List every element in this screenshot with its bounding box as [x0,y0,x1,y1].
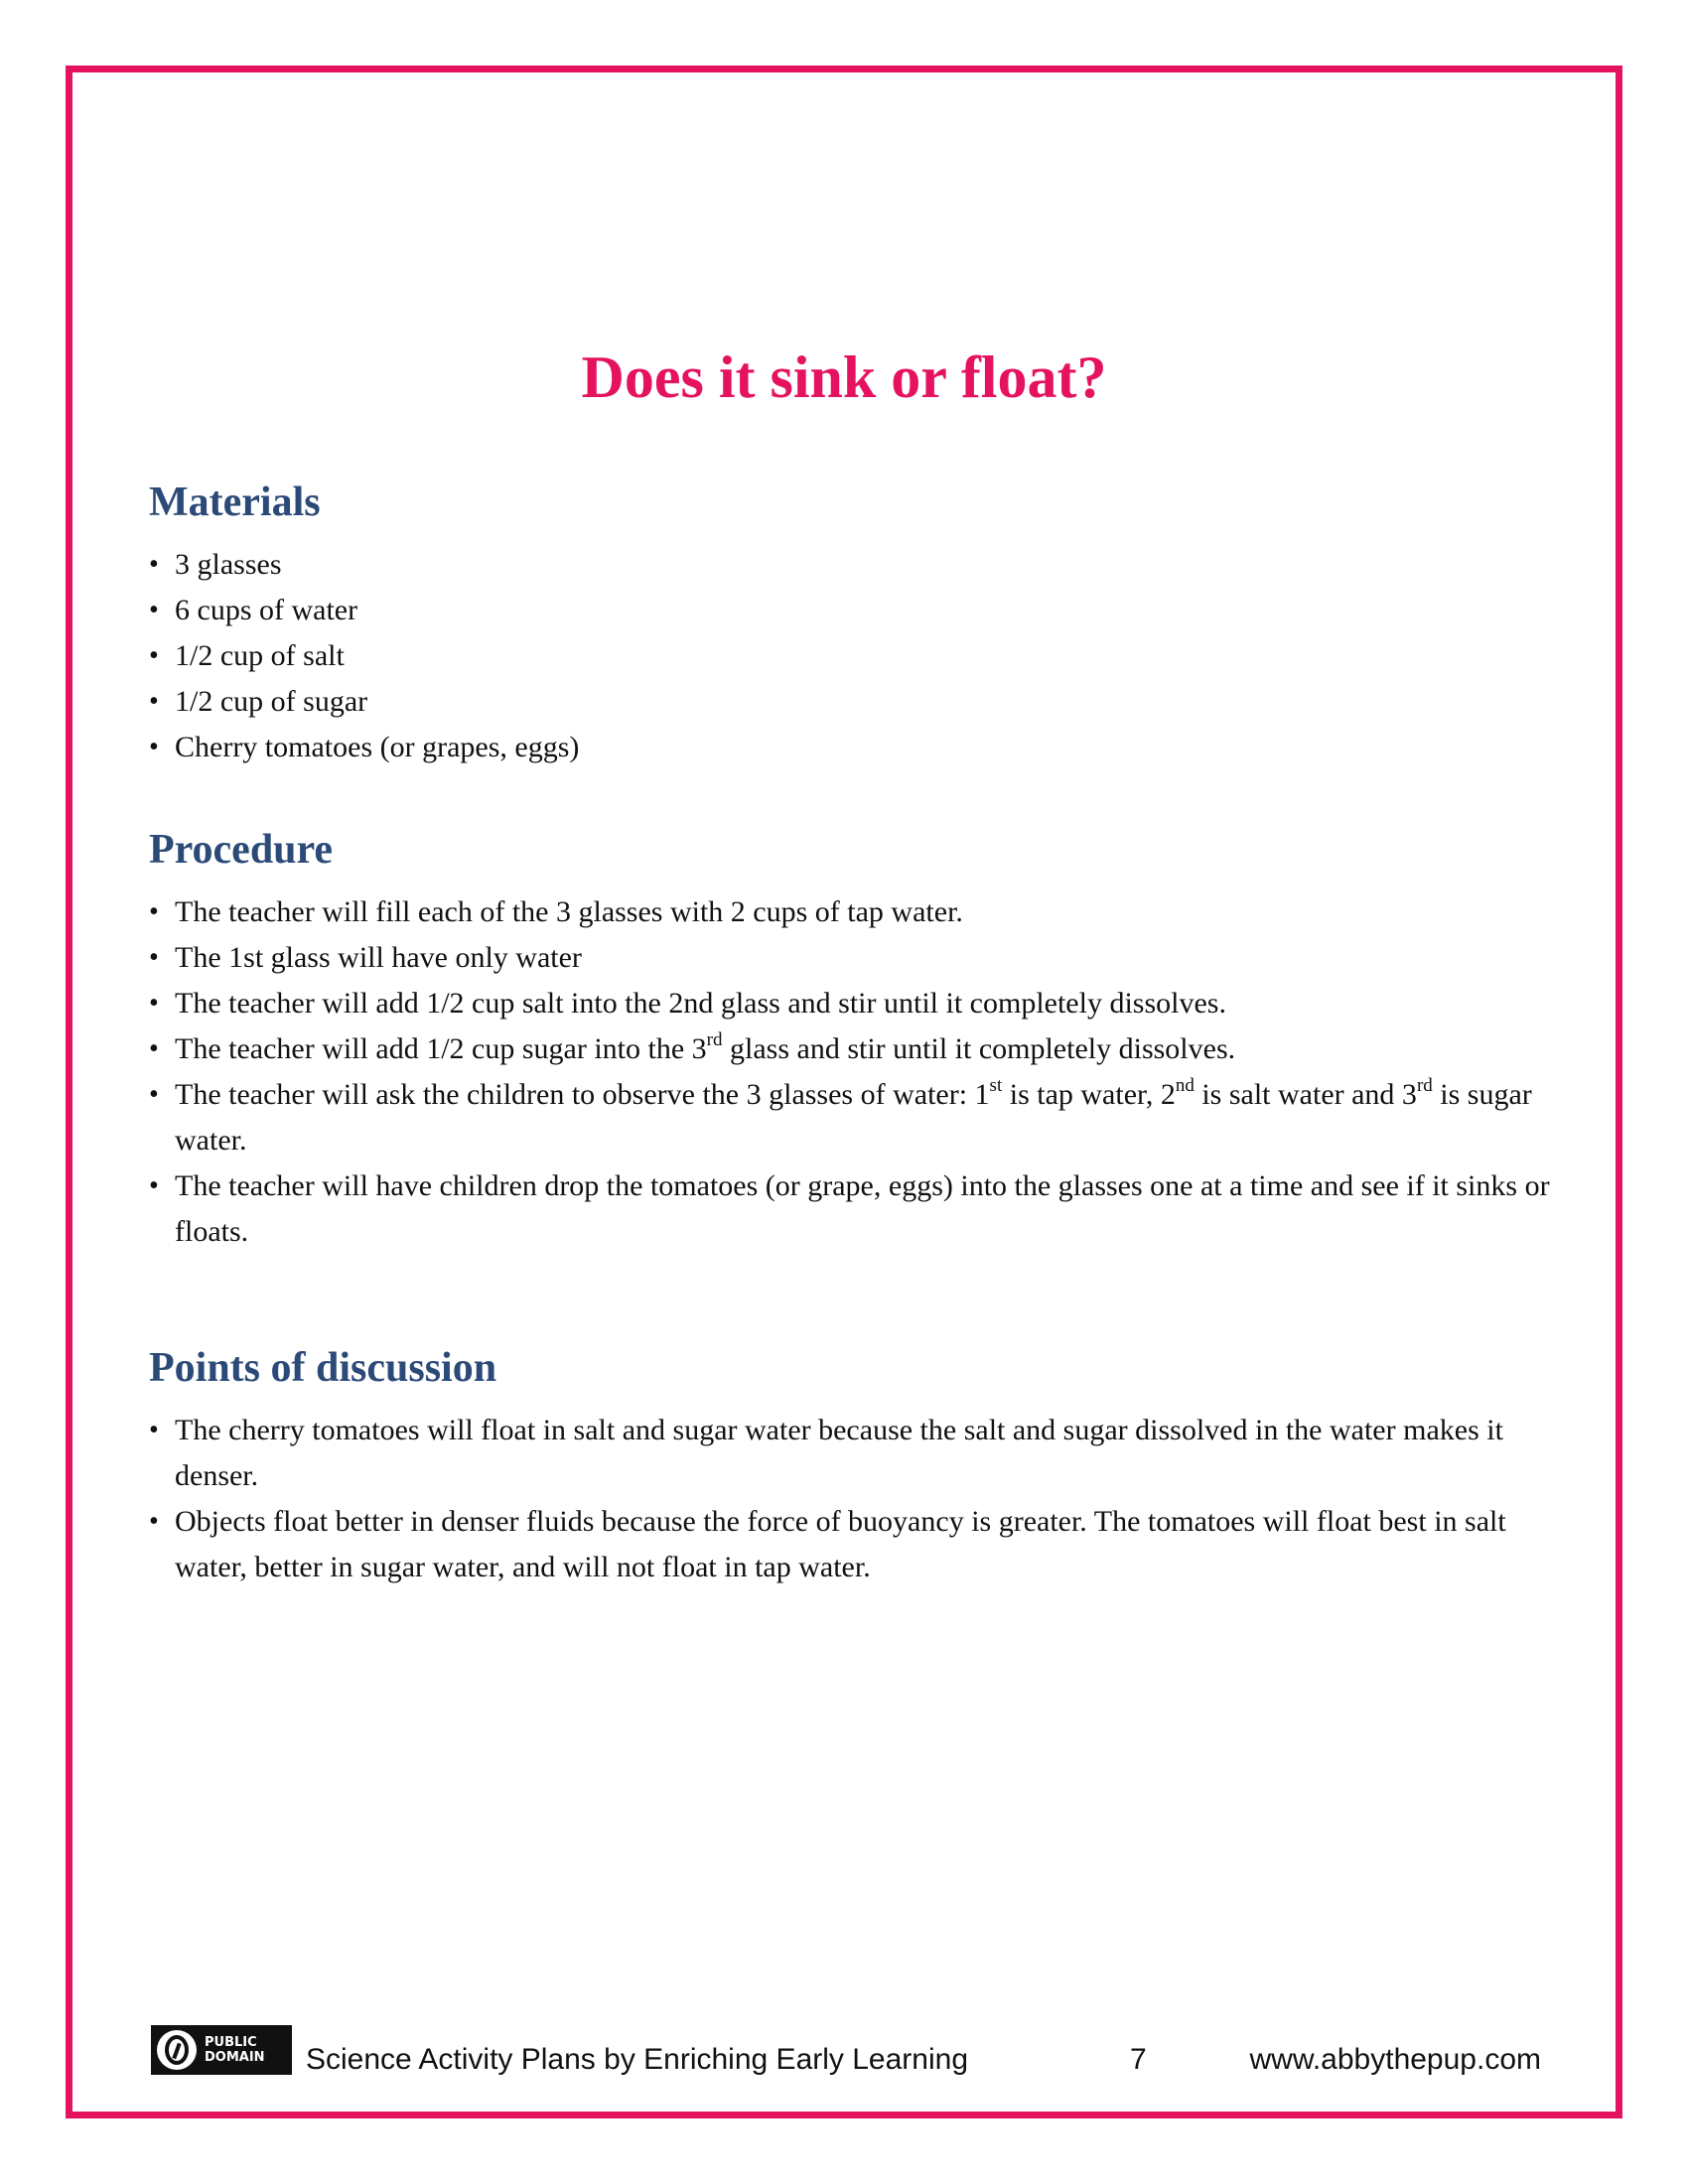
list-item: • 1/2 cup of salt [149,633,1559,679]
procedure-section [149,824,1559,1255]
procedure-heading: Procedure [149,827,334,873]
ordinal-suffix: st [989,1075,1003,1096]
list-item-text: is sugar water. [175,1078,1532,1157]
list-item: • Cherry tomatoes (or grapes, eggs) [149,725,1559,770]
list-item-text: is tap water, 2 [1002,1078,1176,1111]
list-item-text: is salt water and 3 [1194,1078,1417,1111]
list-item: • The cherry tomatoes will float in salt and sugar water because the salt and sugar dissolved in the water makes it denser. [149,1408,1559,1499]
list-item: • 6 cups of water [149,588,1559,633]
materials-heading: Materials [149,479,321,525]
footer-url-link[interactable]: www.abbythepup.com [1249,2043,1541,2076]
materials-list [149,542,1559,770]
ordinal-suffix: nd [1175,1075,1195,1096]
procedure-list [149,889,1559,1255]
page-number: 7 [1130,2043,1147,2076]
page-footer [151,2025,1541,2075]
public-domain-icon [157,2030,197,2070]
page-title: Does it sink or float? [581,344,1107,410]
list-item-text: glass and stir until it completely dissolves. [722,1032,1236,1065]
list-item: • Objects float better in denser fluids because the force of buoyancy is greater. The tomatoes will float best in salt water, better in sugar water, and will not float in tap water. [149,1499,1559,1590]
list-item: • 3 glasses [149,542,1559,588]
list-item-text: The teacher will ask the children to observe the 3 glasses of water: 1 [175,1078,990,1111]
badge-line: DOMAIN [205,2050,265,2065]
ordinal-suffix: rd [706,1029,723,1050]
list-item: • 1/2 cup of sugar [149,679,1559,725]
list-item: • The teacher will add 1/2 cup salt into the 2nd glass and stir until it completely dissolves. [149,981,1559,1026]
list-item [149,1072,1559,1163]
ordinal-suffix: rd [1416,1075,1433,1096]
list-item-text: The teacher will add 1/2 cup sugar into the 3 [175,1032,707,1065]
discussion-heading: Points of discussion [149,1345,497,1391]
list-item [149,1026,1559,1072]
list-item: • The teacher will fill each of the 3 glasses with 2 cups of tap water. [149,889,1559,935]
materials-section [149,477,1559,770]
badge-line: PUBLIC [205,2035,257,2050]
discussion-list [149,1408,1559,1590]
footer-title: Science Activity Plans by Enriching Early Learning [306,2043,969,2076]
list-item: • The teacher will have children drop the tomatoes (or grape, eggs) into the glasses one at a time and see if it sinks or floats. [149,1163,1559,1255]
badge-text [205,2035,265,2065]
list-item: • The 1st glass will have only water [149,935,1559,981]
public-domain-badge[interactable] [151,2025,292,2075]
discussion-section [149,1342,1559,1590]
